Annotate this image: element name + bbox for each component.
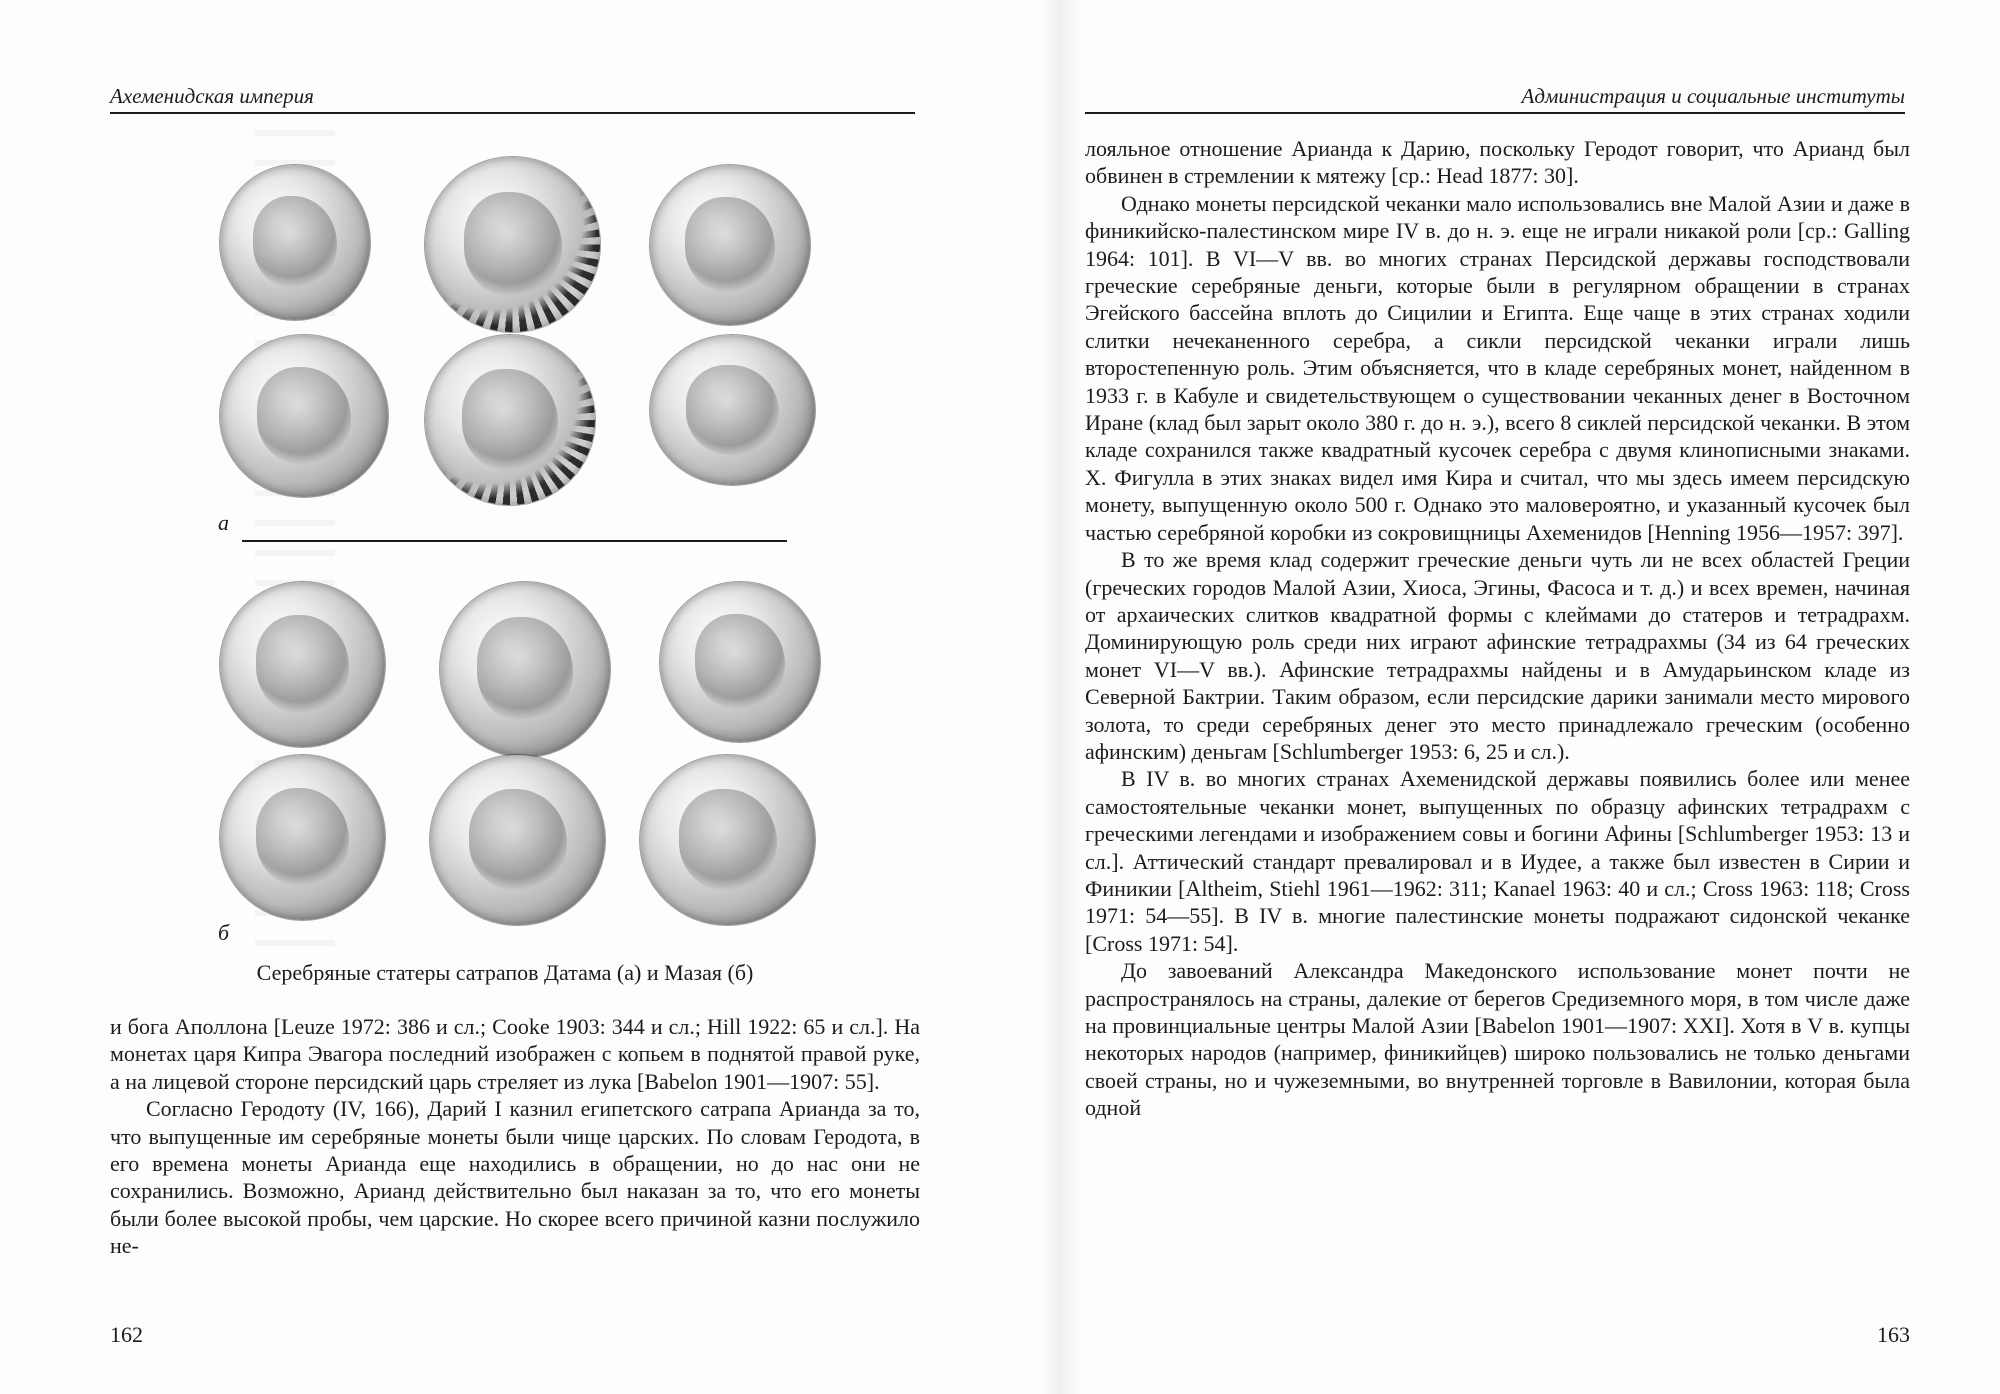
paragraph: До завоеваний Александра Македонского использование монет почти не распространялось на страны, далекие от берегов Средиземного моря, в том числе даже на провинциальные центры Малой Азии [Babelon 1901—1907: XXI]. Хотя в V в. купцы некоторых народов (например, финикийцев) широко пользовались не только деньгами своей страны, но и чужеземными, во внутренней торговле в Вавилонии, которая была одной xyxy=(1085,958,1910,1121)
coin-photo xyxy=(220,755,385,920)
paragraph: В IV в. во многих странах Ахеменидской державы появились более или менее самостоятельные чеканки монет, выпущенных по образцу афинских тетрадрахм с греческими легендами и изображением совы и богини Афины [Schlumberger 1953: 13 и сл.]. Аттический стандарт превалировал и в Иудее, а также был известен в Сирии и Финикии [Altheim, Stiehl 1961—1962: 311; Kanael 1963: 40 и сл.; Cross 1963: 118; Cross 1971: 54—55]. В IV в. многие палестинские монеты подражают сидонской чеканке [Cross 1971: 54]. xyxy=(1085,766,1910,956)
coin-photo xyxy=(425,157,600,332)
right-page xyxy=(1085,0,1910,1394)
coin-photo xyxy=(220,582,385,747)
coin-row-a1 xyxy=(220,165,860,330)
page-number: 163 xyxy=(1877,1322,1910,1347)
figure-caption: Серебряные статеры сатрапов Датама (а) и Мазая (б) xyxy=(256,960,754,985)
coin-photo xyxy=(220,165,370,320)
coin-photo xyxy=(640,755,815,925)
coin-photo xyxy=(650,335,815,485)
coin-photo xyxy=(440,582,610,757)
coin-photo xyxy=(660,582,820,742)
paragraph: и бога Аполлона [Leuze 1972: 386 и сл.; Cooke 1903: 344 и сл.; Hill 1922: 65 и сл.]. На монетах царя Кипра Эвагора последний изображен с копьем в поднятой правой руке, а на лицевой стороне персидский царь стреляет из лука [Babelon 1901—1907: 55]. xyxy=(110,1014,920,1094)
paragraph: В то же время клад содержит греческие деньги чуть ли не всех областей Греции (греческих городов Малой Азии, Хиоса, Эгины, Фасоса и т. д.) и всех времен, начиная от архаических слитков квадратной формы с клеймами до статеров и тетрадрахм. Доминирующую роль среди них играют афинские тетрадрахмы (34 из 64 греческих монет VI—V вв.). Афинские тетрадрахмы найдены и в Амударьинском кладе из Северной Бактрии. Таким образом, если персидские дарики занимали место мирового золота, то среди серебряных денег это место принадлежало греческим (особенно афинским) деньгам [Schlumberger 1953: 6, 25 и сл.). xyxy=(1085,547,1910,764)
coin-photo xyxy=(650,165,810,325)
right-running-head: Администрация и социальные институты xyxy=(1085,84,1905,114)
figure-divider xyxy=(242,540,787,542)
left-running-head: Ахеменидская империя xyxy=(110,84,915,114)
paragraph: лояльное отношение Арианда к Дарию, поскольку Геродот говорит, что Арианд был обвинен в стремлении к мятежу [ср.: Head 1877: 30]. xyxy=(1085,136,1910,189)
coin-photo xyxy=(430,755,605,925)
page-number: 162 xyxy=(110,1322,143,1347)
left-body-text xyxy=(110,1013,920,1260)
coin-photo xyxy=(425,335,595,505)
coin-row-a2 xyxy=(220,335,860,500)
paragraph: Согласно Геродоту (IV, 166), Дарий I казнил египетского сатрапа Арианда за то, что выпущенные им серебряные монеты были чище царских. По словам Геродота, в его времена монеты Арианда еще находились в обращении, но до нас они не сохранились. Возможно, Арианд действительно был наказан за то, что его монеты были более высокой пробы, чем царские. Но скорее всего причиной казни послужило не- xyxy=(110,1096,920,1259)
left-page xyxy=(110,0,920,1394)
coin-row-b2 xyxy=(220,755,860,920)
coin-photo xyxy=(220,335,388,497)
paragraph: Однако монеты персидской чеканки мало использовались вне Малой Азии и даже в финикийско-палестинском мире IV в. до н. э. еще не играли никакой роли [ср.: Galling 1964: 101]. В VI—V вв. во многих странах Персидской державы господствовали греческие серебряные деньги, которые были в регулярном обращении в странах Эгейского бассейна вплоть до Сицилии и Египта. Еще чаще в этих странах ходили слитки нечеканенного серебра, а сикли персидской чеканки играли лишь второстепенную роль. Этим объясняется, что в кладе серебряных монет, найденном в 1933 г. в Кабуле и свидетельствующем о существовании чеканных денег в Восточном Иране (клад был зарыт около 380 г. до н. э.), всего 8 сиклей персидской чеканки. В этом кладе сохранился также квадратный кусочек серебра с двумя клинописными знаками. Х. Фигулла в этих знаках видел имя Кира и считал, что мы здесь имеем персидскую монету, выпущенную около 500 г. Однако это маловероятно, и указанный кусочек был частью серебряной коробки из сокровищницы Ахеменидов [Henning 1956—1957: 397]. xyxy=(1085,190,1910,545)
figure-label-b: б xyxy=(218,920,230,945)
gutter-shadow xyxy=(1040,0,1080,1394)
coin-figure xyxy=(110,150,920,985)
coin-row-b1 xyxy=(220,582,860,747)
figure-label-a: а xyxy=(218,510,229,535)
right-body-text xyxy=(1085,135,1910,1122)
